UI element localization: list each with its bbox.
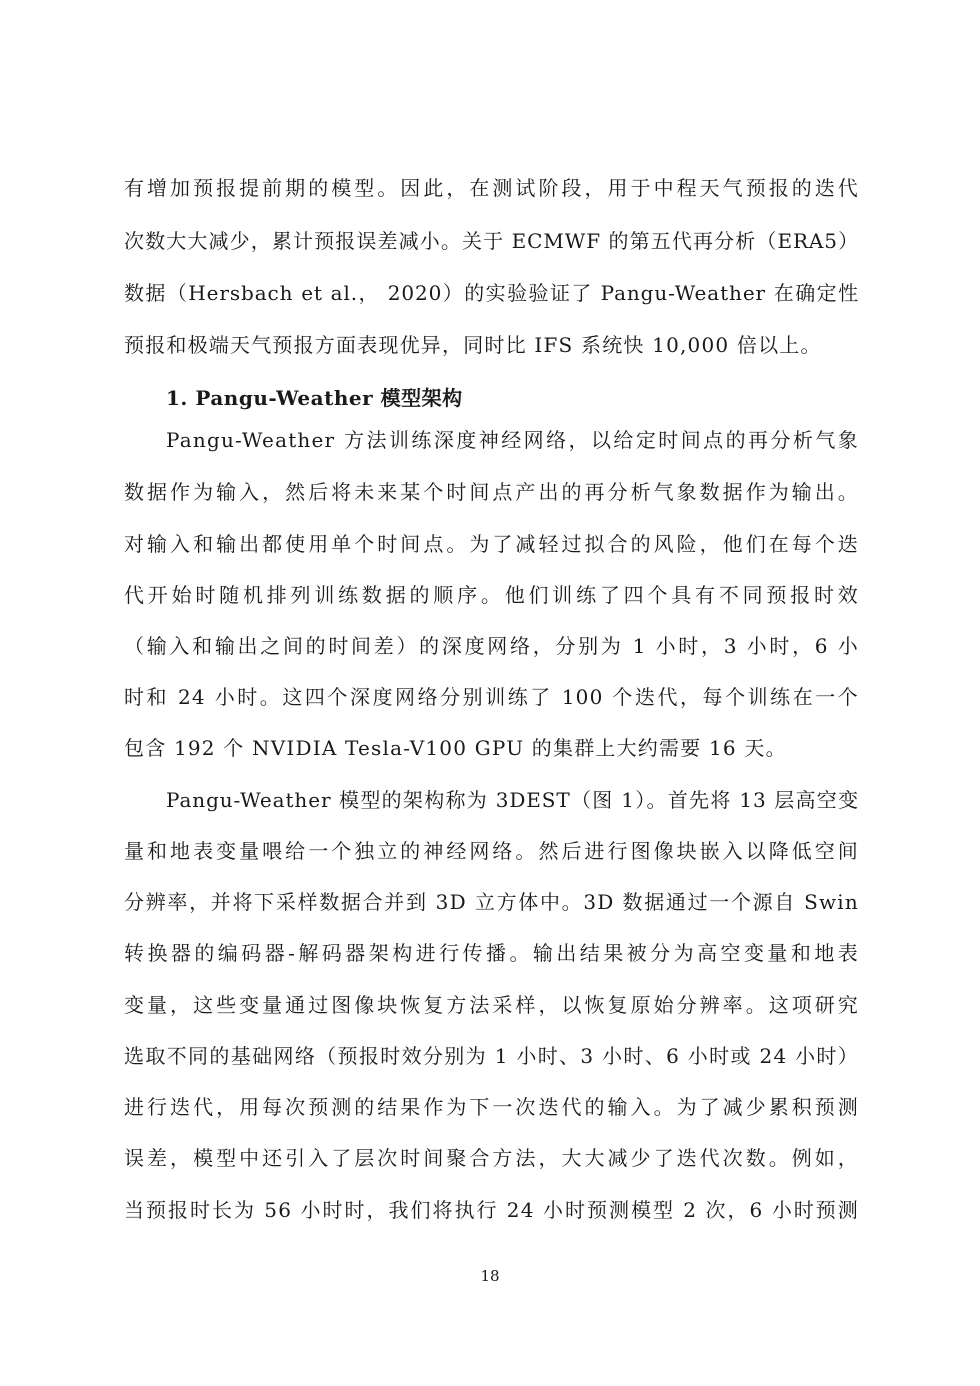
- paragraph-line: 转换器的编码器-解码器架构进行传播。输出结果被分为高空变量和地表: [124, 941, 859, 965]
- paragraph-line: 对输入和输出都使用单个时间点。为了减轻过拟合的风险，他们在每个迭: [124, 532, 859, 556]
- paragraph-line: 进行迭代，用每次预测的结果作为下一次迭代的输入。为了减少累积预测: [124, 1095, 859, 1119]
- paragraph-line: 选取不同的基础网络（预报时效分别为 1 小时、3 小时、6 小时或 24 小时）: [124, 1044, 859, 1068]
- paragraph-line: 次数大大减少，累计预报误差减小。关于 ECMWF 的第五代再分析（ERA5）: [124, 229, 859, 253]
- paragraph-line: 有增加预报提前期的模型。因此，在测试阶段，用于中程天气预报的迭代: [124, 176, 859, 200]
- paragraph-line: 当预报时长为 56 小时时，我们将执行 24 小时预测模型 2 次，6 小时预测: [124, 1198, 859, 1222]
- paragraph-line: 分辨率，并将下采样数据合并到 3D 立方体中。3D 数据通过一个源自 Swin: [124, 890, 859, 914]
- paragraph-line: 预报和极端天气预报方面表现优异，同时比 IFS 系统快 10,000 倍以上。: [124, 333, 822, 357]
- section-heading: 1. Pangu-Weather 模型架构: [166, 386, 463, 410]
- paragraph-line: 数据作为输入，然后将未来某个时间点产出的再分析气象数据作为输出。: [124, 480, 859, 504]
- paragraph-line: 变量，这些变量通过图像块恢复方法采样，以恢复原始分辨率。这项研究: [124, 993, 859, 1017]
- paragraph-line: 代开始时随机排列训练数据的顺序。他们训练了四个具有不同预报时效: [124, 583, 859, 607]
- paragraph-line: 误差，模型中还引入了层次时间聚合方法，大大减少了迭代次数。例如，: [124, 1146, 859, 1170]
- paragraph-line: 量和地表变量喂给一个独立的神经网络。然后进行图像块嵌入以降低空间: [124, 839, 859, 863]
- page-number: 18: [480, 1267, 500, 1285]
- paragraph-line: （输入和输出之间的时间差）的深度网络，分别为 1 小时，3 小时，6 小: [124, 634, 859, 658]
- paragraph-line: 数据（Hersbach et al.， 2020）的实验验证了 Pangu-Weather 在确定性: [124, 281, 859, 305]
- paragraph-line: 包含 192 个 NVIDIA Tesla-V100 GPU 的集群上大约需要 16 天。: [124, 736, 787, 760]
- paragraph-line: Pangu-Weather 模型的架构称为 3DEST（图 1）。首先将 13 层高空变: [166, 788, 859, 812]
- paragraph-line: 时和 24 小时。这四个深度网络分别训练了 100 个迭代，每个训练在一个: [124, 685, 859, 709]
- paragraph-line: Pangu-Weather 方法训练深度神经网络，以给定时间点的再分析气象: [166, 428, 859, 452]
